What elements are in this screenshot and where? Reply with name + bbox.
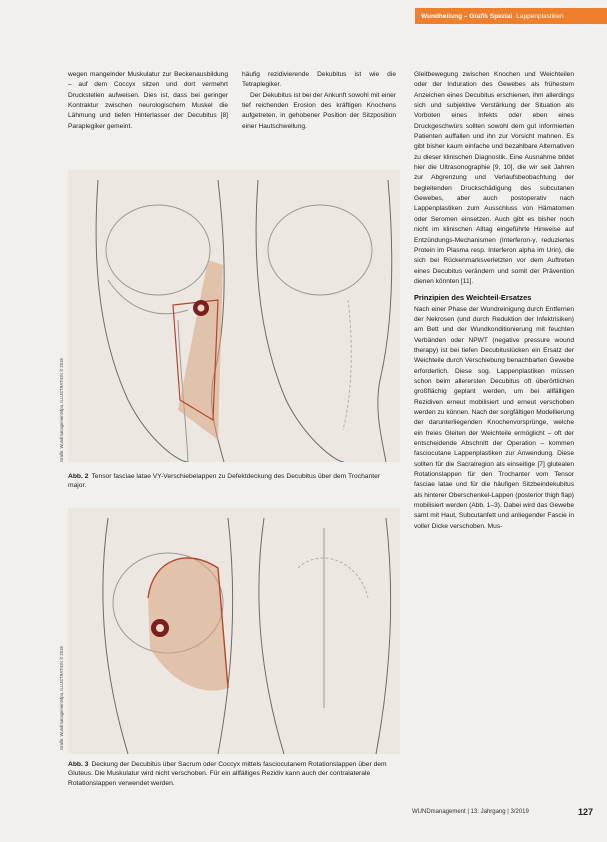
section-header bbox=[415, 8, 607, 24]
figure-label: Abb. 3 bbox=[68, 761, 89, 768]
figure-3-illustration bbox=[68, 508, 400, 754]
body-paragraph: Der Dekubitus ist bei der Ankunft sowohl mit einer tief reichenden Erosion des kräftigen Knochens aufgetreten, in gehobener Position der Sitzposition einer Hautschwellung. bbox=[242, 91, 396, 130]
wound-marker bbox=[198, 305, 205, 312]
body-outline-right bbox=[378, 180, 392, 462]
scar-line bbox=[298, 558, 368, 598]
figure-credit: Grafik: Wundmanagement/dpa, ILLUSTRATION © 2019 bbox=[59, 646, 64, 750]
page-number: 127 bbox=[578, 807, 594, 817]
caption-text: Deckung der Decubitus über Sacrum oder Coccyx mittels fasciocutanem Rotationslappen über dem Gluteus. Die Muskulatur wird nicht verschoben. Für ein allfälliges Rezidiv kann auch der contralaterale Rotationslappen verwendet werden. bbox=[68, 761, 387, 787]
body-outline-left bbox=[103, 518, 128, 754]
figure-2-illustration bbox=[68, 170, 400, 462]
scar-line bbox=[343, 300, 351, 430]
page-footer bbox=[0, 807, 607, 821]
body-paragraph: Nach einer Phase der Wundreinigung durch Entfernen der Nekrosen (und durch Reduktion der Infektrisiken) am Bett und der Wundkonditionierung mit feuchten Verbänden oder NPWT (negative pressure wound therapy) ist bei tiefen Decubituslücken ein Ersatz der Weichteile durch Verschiebung benachbarten Gewebe erforderlich. Diese sog. Lappenplastiken müssen schon beim allerersten Decubitus oft überörtlichen großflächig geplant werden, um bei allfälligen Rezidiven erneut mobilisiert und erneut verschoben werden zu können. Nach der sorgfältigen Modellierung der darunterliegenden Knochenvorsprünge, welche ein freies Gleiten der Weichteile ermöglicht – oft der entscheidende Abschnitt der Operation – kommen fasciocutane Lappenplastiken zur Anwendung. Diese sollten für die Sacralregion als einseitige [7] glutealen Rotationslappen für den Trochanter vom Tensor fasciae latae und für die häufigen Sitzbeindekubitus als hinterer Oberschenkel-Lappen (posterior thigh flap) mobilisiert werden (Abb. 1–3). Dabei wird das Gewebe samt mit Haut, Subcutanfett und anliegender Fascie in voller Dicke verschoben. Mus- bbox=[414, 305, 574, 530]
body-outline-right bbox=[259, 518, 284, 754]
header-section: Wundheilung – Grafik Spezial bbox=[421, 12, 513, 20]
figure-2-caption bbox=[68, 472, 398, 491]
wound-marker bbox=[156, 624, 164, 632]
figure-label: Abb. 2 bbox=[68, 473, 89, 480]
body-outline-right bbox=[256, 180, 344, 462]
flap-illustration-2 bbox=[68, 508, 400, 754]
figure-3-caption bbox=[68, 760, 398, 788]
body-paragraph: wegen mangelnder Muskulatur zur Beckenausbildung – auf dem Coccyx sitzen und dort vermehrt Druckstellen aufweisen. Dies ist, dass bei geringer Kontraktur zwischen neurologischem Muskel die Lähmung und tiefen Hinterlasser der Decubitus [8] Paraplegiker gemeint. bbox=[68, 71, 228, 130]
caption-text: Tensor fasciae latae VY-Verschiebelappen zu Defektdeckung des Decubitus über dem Trochanter major. bbox=[68, 473, 381, 490]
journal-name: WUNDmanagement | 13. Jahrgang | 3/2019 bbox=[412, 809, 529, 815]
text-column-3 bbox=[414, 70, 574, 532]
body-paragraph: Gleitbewegung zwischen Knochen und Weichteilen oder der Induration des Gewebes als frühestem Anzeichen eines Decubitus erschienen, ihm allerdings sich und subjektive Verstärkung der Situation als Vorboten eines Infekts oder eben eines Druckgeschwürs sollten sowohl dem gut informierten Patienten auffallen und ihn zur Vorsicht mahnen. Es gibt bisher kaum einfache und bezahlbare Alternativen zu dieser klinischen Diagnostik. Eine Ausnahme bildet hier die Ultrasonographie [9, 10], die wir seit Jahren zur Abgrenzung und Verlaufsbeobachtung der begleitenden Druckschädigung des subcutanen Gewebes, aber auch postoperativ nach Lappenplastiken zum Ausschluss von Hämatomen oder Seromen einsetzen. Auch gibt es bisher noch nicht im klinischen Alltag eingeführte Hinweise auf Entzündungs-Mechanismen (Interferon-γ, reduziertes Protein im Plasma resp. Interferon alpha im Urin), die sich bei Rückenmarksverletzten vor dem Auftreten eines Decubitus verändern und somit der Prävention dienen könnten [11]. bbox=[414, 71, 574, 285]
body-paragraph: häufig rezidivierende Dekubitus ist wie die Tetraplegiker. bbox=[242, 71, 396, 89]
section-heading: Prinzipien des Weichteil-Ersatzes bbox=[414, 293, 532, 303]
text-column-1 bbox=[68, 70, 228, 132]
pelvis-outline bbox=[268, 205, 372, 295]
text-column-2 bbox=[242, 70, 396, 132]
pelvis-outline bbox=[106, 205, 210, 295]
pelvis-outline bbox=[108, 280, 188, 314]
header-subsection: Lappenplastiken bbox=[516, 12, 564, 20]
flap-illustration-1 bbox=[68, 170, 400, 462]
figure-credit: Grafik: Wundmanagement/dpa, ILLUSTRATION © 2019 bbox=[59, 358, 64, 462]
body-outline-right bbox=[376, 518, 391, 754]
